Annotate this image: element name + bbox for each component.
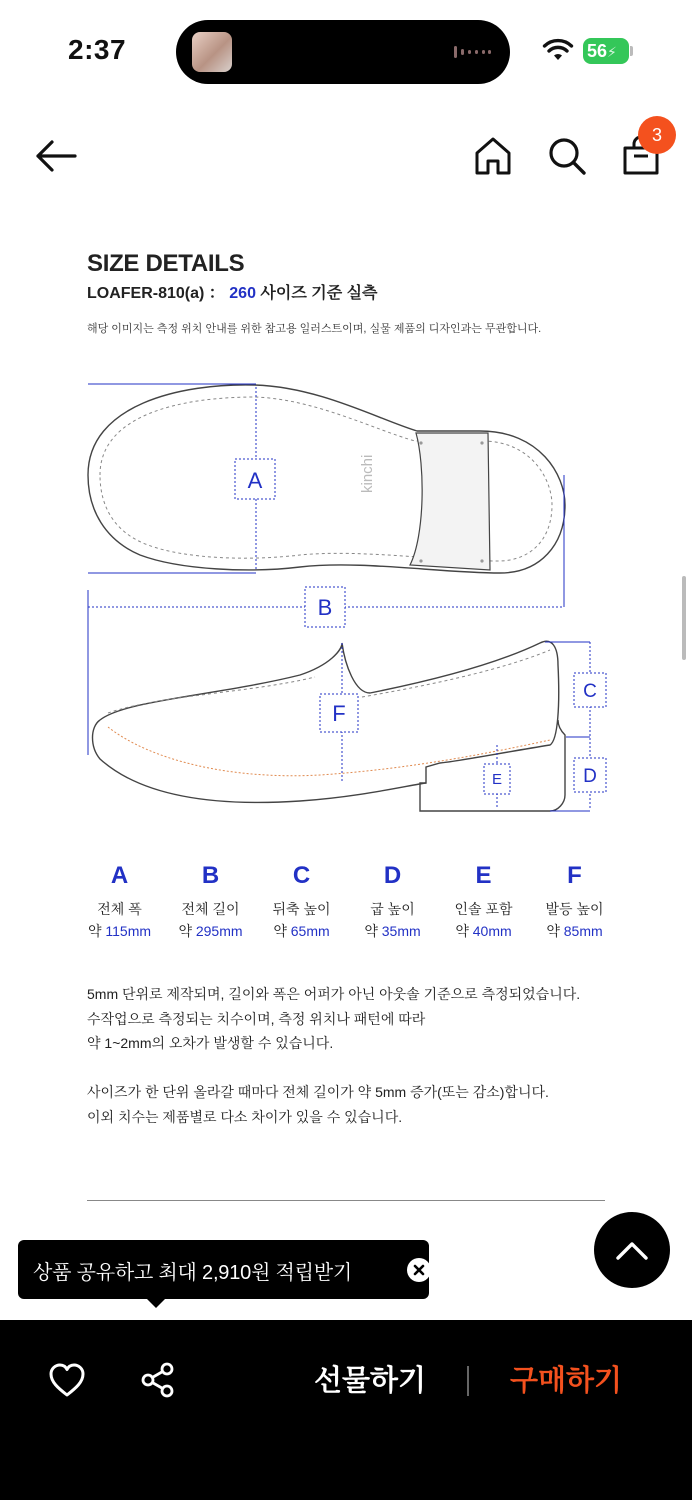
svg-text:C: C [583, 681, 597, 702]
heart-icon[interactable] [48, 1362, 86, 1398]
measure-value: 약 295mm [178, 923, 243, 939]
measure-letter: C [292, 862, 311, 889]
measure-value: 약 115mm [87, 923, 152, 939]
scrollbar-thumb[interactable] [682, 576, 686, 660]
tooltip-arrow [146, 1298, 166, 1308]
sole-top-view [88, 385, 565, 573]
measure-letter: D [383, 862, 402, 889]
size-details-title: SIZE DETAILS [87, 250, 245, 277]
tooltip-close-button[interactable] [407, 1258, 431, 1282]
measure-letter: F [567, 862, 582, 889]
status-bar [0, 0, 692, 100]
measure-label: 뒤축 높이 [272, 901, 331, 917]
measure-letter: B [201, 862, 220, 889]
measure-label: 굽 높이 [370, 901, 415, 917]
svg-text:F: F [332, 701, 346, 726]
size-basis-line [87, 280, 378, 303]
section-divider [87, 1200, 605, 1201]
battery-level: 56 [587, 41, 608, 61]
measure-c [256, 860, 347, 950]
measure-d [347, 860, 438, 950]
dynamic-island[interactable] [176, 20, 510, 84]
measure-b [165, 860, 256, 950]
measure-value: 약 85mm [546, 923, 603, 939]
now-playing-thumbnail [192, 32, 232, 72]
model-name: LOAFER-810(a) ： [87, 285, 225, 302]
charging-bolt-icon: ⚡ [607, 44, 617, 60]
label-d [574, 758, 606, 792]
search-icon[interactable] [547, 136, 587, 176]
chevron-up-icon [594, 1212, 670, 1288]
measure-letter: A [110, 862, 129, 889]
label-f [320, 694, 358, 732]
home-icon[interactable] [474, 136, 512, 176]
label-e [484, 764, 510, 794]
measure-value: 약 35mm [364, 923, 421, 939]
measure-value: 약 65mm [273, 923, 330, 939]
measure-e [438, 860, 529, 950]
basis-text: 사이즈 기준 실측 [260, 285, 378, 302]
measure-letter: E [475, 862, 492, 889]
size-step-note: 사이즈가 한 단위 올라갈 때마다 전체 길이가 약 5mm 증가(또는 감소)합니다. 이외 치수는 제품별로 다소 차이가 있을 수 있습니다. [87, 1084, 549, 1125]
measure-f [529, 860, 620, 950]
status-time: 2:37 [68, 34, 127, 65]
battery-indicator [583, 38, 629, 64]
audio-wave-icon [452, 44, 492, 60]
measure-a [74, 860, 165, 950]
brand-watermark: kinchi [359, 454, 376, 493]
buy-button[interactable]: 구매하기 [496, 1360, 636, 1402]
scroll-to-top-button[interactable] [594, 1212, 670, 1288]
battery-nub [630, 46, 633, 56]
svg-text:B: B [317, 595, 333, 620]
base-size: 260 [229, 285, 256, 302]
share-icon[interactable] [140, 1362, 176, 1398]
cart-count-badge[interactable]: 3 [638, 116, 676, 154]
measurement-note: 5mm 단위로 제작되며, 길이와 폭은 어퍼가 아닌 아웃솔 기준으로 측정되었습니다. 수작업으로 측정되는 치수이며, 측정 위치나 패턴에 따라 약 1~2mm의 오차가 발생할 수 있습니다. [87, 986, 581, 1051]
close-icon [407, 1258, 431, 1282]
svg-text:D: D [583, 766, 597, 787]
illustration-notice: 해당 이미지는 측정 위치 안내를 위한 참고용 일러스트이며, 실물 제품의 디자인과는 무관합니다. [87, 323, 542, 335]
back-arrow-icon[interactable] [34, 138, 78, 174]
tooltip-text: 상품 공유하고 최대 2,910원 적립받기 [33, 1262, 353, 1284]
button-separator [467, 1366, 469, 1396]
label-c [574, 673, 606, 707]
top-nav [0, 110, 692, 200]
wifi-icon [542, 38, 574, 62]
share-reward-tooltip[interactable] [18, 1240, 429, 1299]
measure-value: 약 40mm [455, 923, 512, 939]
shoe-measurement-diagram [80, 375, 620, 830]
gift-button[interactable]: 선물하기 [300, 1360, 440, 1402]
measure-label: 전체 길이 [181, 901, 240, 917]
measure-label: 전체 폭 [97, 901, 142, 917]
measure-label: 발등 높이 [545, 901, 604, 917]
measure-label: 인솔 포함 [454, 901, 513, 917]
label-b [305, 587, 345, 627]
svg-text:A: A [247, 468, 263, 493]
measurement-list [74, 860, 620, 950]
svg-text:E: E [491, 771, 503, 788]
bottom-action-bar [0, 1320, 692, 1500]
label-a [235, 459, 275, 499]
